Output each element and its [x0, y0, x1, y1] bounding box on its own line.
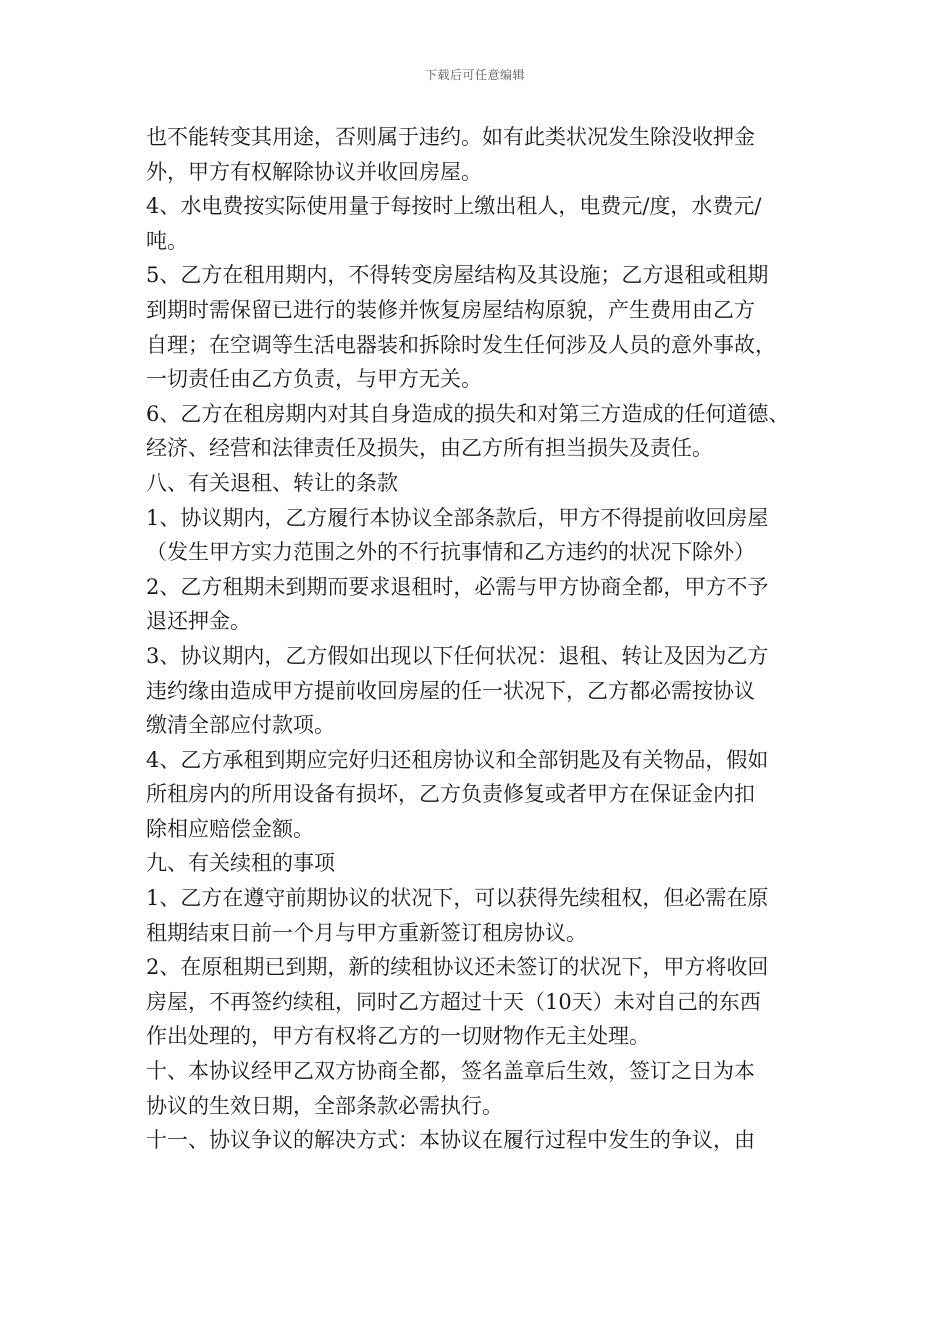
section-heading: 九、有关续租的事项 — [146, 851, 335, 876]
text-line: 除相应赔偿金额。 — [146, 816, 314, 841]
text-line: （发生甲方实力范围之外的不行抗事情和乙方违约的状况下除外） — [146, 540, 755, 565]
text-line: 2、在原租期已到期，新的续租协议还未签订的状况下，甲方将收回 — [146, 955, 769, 980]
text-line: 房屋，不再签约续租，同时乙方超过十天（10天）未对自己的东西 — [146, 989, 761, 1014]
text-line: 1、协议期内，乙方履行本协议全部条款后，甲方不得提前收回房屋 — [146, 505, 769, 530]
text-line: 3、协议期内，乙方假如出现以下任何状况：退租、转让及因为乙方 — [146, 643, 769, 668]
text-line: 违约缘由造成甲方提前收回房屋的任一状况下，乙方都必需按协议 — [146, 678, 755, 703]
text-line: 1、乙方在遵守前期协议的状况下，可以获得先续租权，但必需在原 — [146, 886, 769, 911]
text-line: 退还押金。 — [146, 609, 251, 634]
text-line: 外，甲方有权解除协议并收回房屋。 — [146, 159, 482, 184]
text-line: 租期结束日前一个月与甲方重新签订租房协议。 — [146, 920, 587, 945]
text-line: 也不能转变其用途，否则属于违约。如有此类状况发生除没收押金 — [146, 125, 755, 149]
text-line: 2、乙方租期未到期而要求退租时，必需与甲方协商全都，甲方不予 — [146, 574, 769, 599]
text-line: 自理；在空调等生活电器装和拆除时发生任何涉及人员的意外事故， — [146, 332, 776, 357]
section-heading: 八、有关退租、转让的条款 — [146, 470, 398, 495]
text-line: 到期时需保留已进行的装修并恢复房屋结构原貌，产生费用由乙方 — [146, 297, 755, 322]
section-heading: 十、本协议经甲乙双方协商全都，签名盖章后生效，签订之日为本 — [146, 1059, 755, 1084]
text-line: 6、乙方在租房期内对其自身造成的损失和对第三方造成的任何道德、 — [146, 401, 790, 426]
text-line: 吨。 — [146, 228, 188, 253]
text-line: 一切责任由乙方负责，与甲方无关。 — [146, 367, 482, 392]
text-line: 经济、经营和法律责任及损失，由乙方所有担当损失及责任。 — [146, 436, 713, 461]
text-line: 缴清全部应付款项。 — [146, 713, 335, 738]
text-line: 4、水电费按实际使用量于每按时上缴出租人，电费元/度，水费元/ — [146, 194, 762, 219]
section-heading: 十一、协议争议的解决方式：本协议在履行过程中发生的争议，由 — [146, 1128, 755, 1153]
text-line: 所租房内的所用设备有损坏，乙方负责修复或者甲方在保证金内扣 — [146, 782, 755, 807]
document-body — [146, 120, 816, 1158]
text-line: 作出处理的，甲方有权将乙方的一切财物作无主处理。 — [146, 1024, 650, 1049]
text-line: 4、乙方承租到期应完好归还租房协议和全部钥匙及有关物品，假如 — [146, 747, 769, 772]
text-line: 协议的生效日期，全部条款必需执行。 — [146, 1093, 503, 1118]
page-header: 下载后可任意编辑 — [424, 68, 525, 82]
text-line: 5、乙方在租用期内，不得转变房屋结构及其设施；乙方退租或租期 — [146, 263, 769, 288]
